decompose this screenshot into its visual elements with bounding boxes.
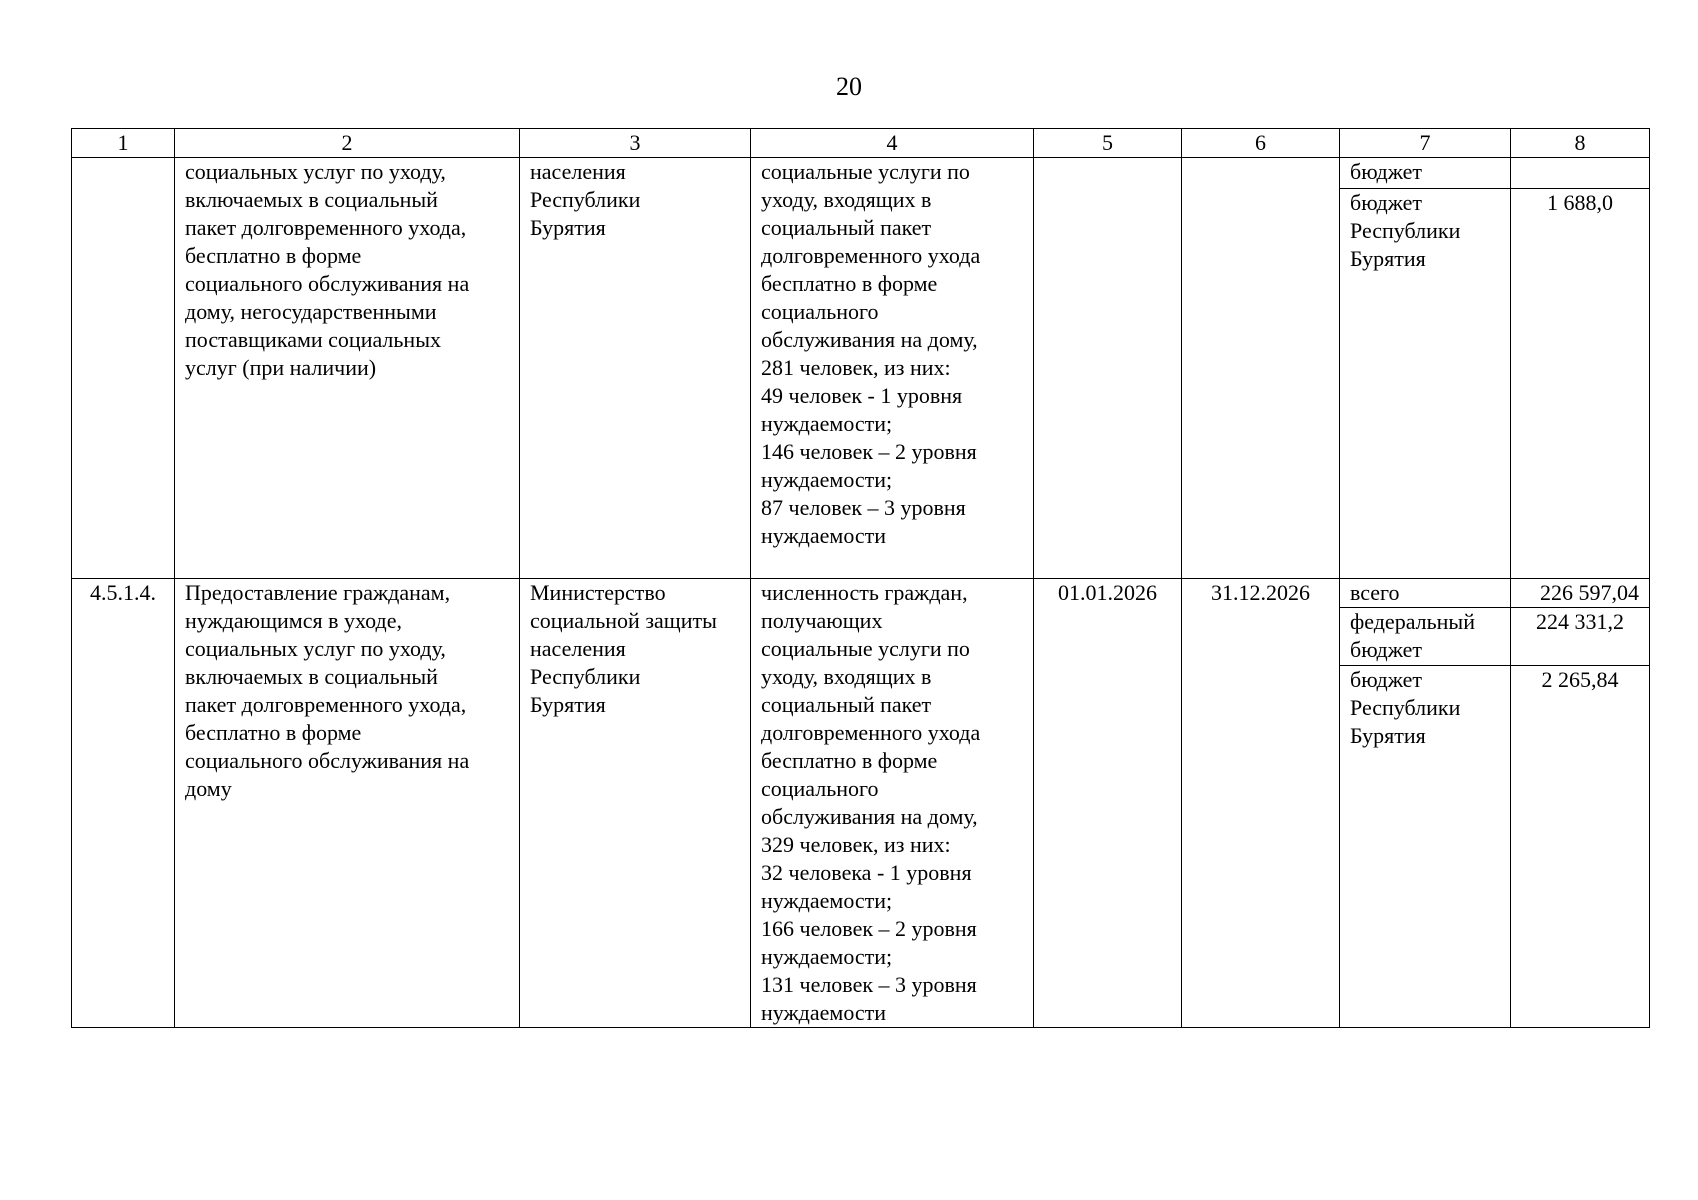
column-number: 4 [751, 129, 1034, 158]
result-indicator: социальные услуги по уходу, входящих в социальный пакет долговременного ухода бесплатно в форме социального обслуживания на дому, 281 человек, из них: 49 человек - 1 уровня нуждаемости; 146 человек – 2 уровня нуждаемости; 87 человек – 3 уровня нуждаемости [751, 158, 1034, 579]
funding-amount: 226 597,04 [1511, 579, 1650, 608]
funding-source: всего [1340, 579, 1511, 608]
funding-source: федеральный бюджет [1340, 608, 1511, 666]
funding-amount: 1 688,0 [1511, 189, 1650, 579]
funding-source: бюджет Республики Бурятия [1340, 189, 1511, 579]
funding-source: бюджет Республики Бурятия [1340, 666, 1511, 1028]
executor: населения Республики Бурятия [520, 158, 751, 579]
result-indicator: численность граждан, получающих социальные услуги по уходу, входящих в социальный пакет долговременного ухода бесплатно в форме социального обслуживания на дому, 329 человек, из них: 32 человека - 1 уровня нуждаемости; 166 человек – 2 уровня нуждаемости; 131 человек – 3 уровня нуждаемости [751, 579, 1034, 1028]
column-number: 5 [1034, 129, 1182, 158]
end-date: 31.12.2026 [1182, 579, 1340, 1028]
column-number-row [72, 129, 1650, 158]
funding-amount: 224 331,2 [1511, 608, 1650, 666]
table-row [72, 579, 1650, 608]
column-number: 2 [175, 129, 520, 158]
program-table [71, 128, 1650, 1028]
funding-amount [1511, 158, 1650, 189]
column-number: 7 [1340, 129, 1511, 158]
event-description: Предоставление гражданам, нуждающимся в уходе, социальных услуг по уходу, включаемых в социальный пакет долговременного ухода, бесплатно в форме социального обслуживания на дому [175, 579, 520, 1028]
funding-amount: 2 265,84 [1511, 666, 1650, 1028]
executor: Министерство социальной защиты населения Республики Бурятия [520, 579, 751, 1028]
event-description: социальных услуг по уходу, включаемых в социальный пакет долговременного ухода, бесплатно в форме социального обслуживания на дому, негосударственными поставщиками социальных услуг (при наличии) [175, 158, 520, 579]
start-date [1034, 158, 1182, 579]
column-number: 1 [72, 129, 175, 158]
start-date: 01.01.2026 [1034, 579, 1182, 1028]
item-number [72, 158, 175, 579]
column-number: 6 [1182, 129, 1340, 158]
end-date [1182, 158, 1340, 579]
page-number: 20 [836, 72, 862, 101]
table-row [72, 158, 1650, 189]
item-number: 4.5.1.4. [72, 579, 175, 1028]
column-number: 8 [1511, 129, 1650, 158]
funding-source: бюджет [1340, 158, 1511, 189]
column-number: 3 [520, 129, 751, 158]
